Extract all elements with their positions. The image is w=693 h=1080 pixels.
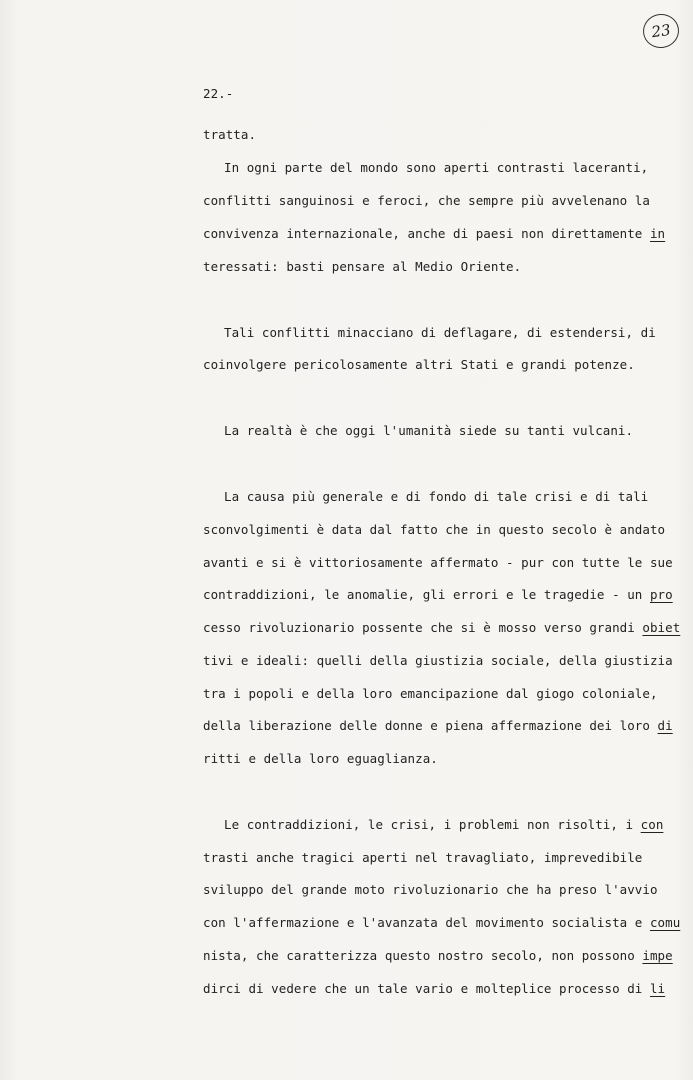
text-line: Le contraddizioni, le crisi, i problemi non risolti, i con	[224, 817, 664, 832]
text-line: ritti e della loro eguaglianza.	[203, 751, 438, 766]
text-line: della liberazione delle donne e piena affermazione dei loro di	[203, 718, 673, 733]
folio-stamp	[641, 12, 681, 51]
text-line: tivi e ideali: quelli della giustizia sociale, della giustizia	[203, 653, 673, 668]
hyphenation-fragment: pro	[649, 587, 673, 602]
hyphenation-fragment: impe	[642, 948, 673, 963]
text-line: teressati: basti pensare al Medio Oriente.	[203, 259, 522, 274]
text-line: convivenza internazionale, anche di paesi non direttamente in	[203, 226, 666, 241]
text-line: tra i popoli e della loro emancipazione dal giogo coloniale,	[203, 686, 658, 701]
text-line: nista, che caratterizza questo nostro secolo, non possono impe	[203, 948, 673, 963]
text-line: conflitti sanguinosi e feroci, che sempre più avvelenano la	[203, 193, 650, 208]
text-line: avanti e si è vittoriosamente affermato - pur con tutte le sue	[203, 555, 673, 570]
text-line: La realtà è che oggi l'umanità siede su tanti vulcani.	[224, 423, 634, 438]
text-line: contraddizioni, le anomalie, gli errori e le tragedie - un pro	[203, 587, 673, 602]
text-line: cesso rivoluzionario possente che si è mosso verso grandi obiet	[203, 620, 681, 635]
text-line: dirci di vedere che un tale vario e molteplice processo di li	[203, 981, 666, 996]
hyphenation-fragment: obiet	[642, 620, 681, 635]
text-line: Tali conflitti minacciano di deflagare, di estendersi, di	[224, 325, 656, 340]
hyphenation-fragment: in	[649, 226, 666, 241]
hyphenation-fragment: di	[657, 718, 673, 733]
text-line: trasti anche tragici aperti nel travagliato, imprevedibile	[203, 850, 643, 865]
page-number: 22.-	[203, 86, 234, 101]
hyphenation-fragment: con	[640, 817, 664, 832]
text-line: La causa più generale e di fondo di tale crisi e di tali	[224, 489, 649, 504]
text-line: coinvolgere pericolosamente altri Stati e grandi potenze.	[203, 357, 635, 372]
text-line: con l'affermazione e l'avanzata del movimento socialista e comu	[203, 915, 681, 930]
text-line: In ogni parte del mondo sono aperti contrasti laceranti,	[224, 160, 649, 175]
text-line: sconvolgimenti è data dal fatto che in questo secolo è andato	[203, 522, 666, 537]
text-line: tratta.	[203, 127, 257, 142]
hyphenation-fragment: li	[649, 981, 666, 996]
folio-stamp-number: 23	[650, 20, 672, 42]
text-line: sviluppo del grande moto rivoluzionario che ha preso l'avvio	[203, 882, 658, 897]
hyphenation-fragment: comu	[649, 915, 681, 930]
